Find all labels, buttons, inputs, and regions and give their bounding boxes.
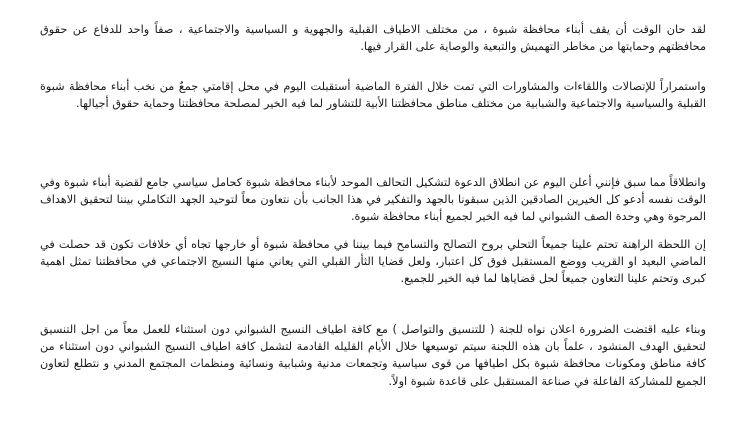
paragraph-1: لقد حان الوقت أن يقف أبناء محافظة شبوة ، من مختلف الاطياف القبلية والجهوية و السياسية والاجتماعية ، صفاً واحد للدفاع عن حقوق محافظتهم وحمايتها من مخاطر التهميش والتبعية والوصاية على القرار فيها. xyxy=(40,23,706,54)
paragraph-5: وبناء عليه اقتضت الضرورة اعلان نواه للجنة ( للتنسيق والتواصل ) مع كافة اطياف النسيج الشبواني دون استثناء للعمل معاً من اجل التنسيق لتحقيق الهدف المنشود ، علماً بان هذه اللجنة سيتم توسيعها خلال الأيام القليله القادمة لتشمل كافة اطياف النسيج الشبواني دون استثناء من كافة مناطق ومكونات محافظة شبوة بكل اطيافها من قوى سياسية وتجمعات مدنية وشبابية ونسائية ومنظمات المجتمع المدني و نتطلع لتعاون الجميع للمشاركة الفاعلة في صناعة المستقبل على قاعدة شبوة اولاً. xyxy=(40,323,706,388)
paragraph-2: واستمراراً للإتصالات واللقاءات والمشاورات التي تمت خلال الفترة الماضية أستقبلت اليوم في محل إقامتي جمعٌ من نخب أبناء محافظة شبوة القبلية والسياسية والاجتماعية والشبابية من مختلف مناطق محافظتنا الأبية للتشاور لما فيه الخير لمصلحة محافظتنا وحماية حقوق أجيالها. xyxy=(40,80,706,111)
paragraph-4: إن اللحظة الراهنة تحتم علينا جميعاً التحلي بروح التصالح والتسامح فيما بيننا في محافظة شبوة أو خارجها تجاه أي خلافات تكون قد حصلت في الماضي البعيد او القريب ووضع المستقبل فوق كل اعتبار، ولعل قضايا الثأر القبلي التي يعاني منها النسيج الاجتماعي في محافظتنا تمثل اهمية كبرى وتحتم علينا التعاون جميعاً لحل قضاياها لما فيه الخير للجميع. xyxy=(40,238,706,286)
paragraph-3: وانطلاقاً مما سبق فإنني أعلن اليوم عن انطلاق الدعوة لتشكيل التحالف الموحد لأبناء محافظة شبوة كحامل سياسي جامع لقضية أبناء شبوة وفي الوقت نفسه أدعو كل الخيرين الصادقين الذين سبقونا بالجهد والتفكير في هذا الجانب بأن نتعاون معاً لتوحيد الجهد التكاملي بيننا لتحقيق الاهداف المرجوة وهي وحدة الصف الشبواني لما فيه الخير لجميع أبناء محافظة شبوة. xyxy=(40,176,706,224)
